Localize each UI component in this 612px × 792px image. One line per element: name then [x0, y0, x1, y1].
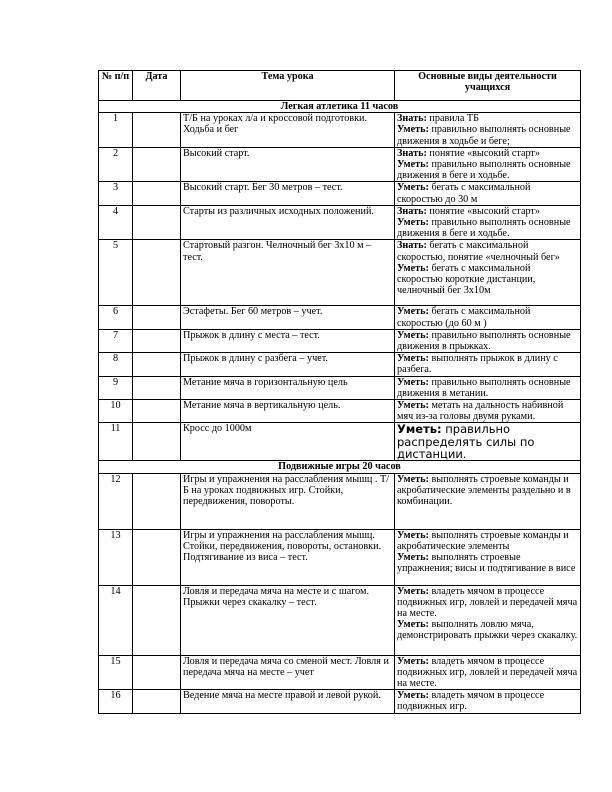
cell-topic: Ведение мяча на месте правой и левой рукой. — [181, 690, 395, 714]
cell-date — [133, 400, 181, 423]
cell-activity — [395, 376, 581, 399]
cell-activity — [395, 690, 581, 714]
table-row — [99, 376, 581, 399]
activity-label: Уметь: — [397, 182, 429, 194]
cell-date — [133, 376, 181, 399]
cell-topic: Прыжок в длину с места – тест. — [181, 329, 395, 352]
cell-activity — [395, 585, 581, 655]
cell-num: 11 — [99, 423, 133, 461]
activity-item — [397, 353, 558, 375]
cell-date — [133, 473, 181, 529]
cell-date — [133, 182, 181, 205]
cell-num: 4 — [99, 205, 133, 240]
activity-item — [397, 656, 577, 689]
cell-date — [133, 306, 181, 329]
cell-num: 14 — [99, 585, 133, 655]
cell-topic: Метание мяча в вертикальную цель. — [181, 400, 395, 423]
activity-item — [397, 690, 544, 712]
activity-text: бегать с максимальной скоростью, понятие «челночный бег» — [397, 240, 560, 263]
section-title: Подвижные игры 20 часов — [99, 461, 581, 473]
cell-num: 10 — [99, 400, 133, 423]
activity-text: правильно выполнять основные движения в ходьбе и беге; — [397, 124, 571, 147]
table-row — [99, 240, 581, 306]
activity-label: Уметь: — [397, 551, 429, 563]
activity-item — [397, 377, 571, 399]
cell-date — [133, 353, 181, 376]
activity-item — [397, 400, 563, 422]
activity-item — [397, 217, 571, 239]
activity-item — [397, 306, 530, 328]
activity-item — [397, 330, 571, 352]
activity-label: Знать: — [397, 240, 427, 252]
activity-text: правильно выполнять основные движения в метании. — [397, 376, 571, 399]
activity-text: выполнять прыжок в длину с разбега. — [397, 353, 558, 376]
cell-date — [133, 329, 181, 352]
activity-text: выполнять строевые команды и акробатические элементы — [397, 529, 569, 552]
activity-text: правила ТБ — [426, 113, 479, 125]
cell-activity — [395, 205, 581, 240]
activity-label: Уметь: — [397, 690, 429, 702]
table-row — [99, 182, 581, 205]
cell-activity — [395, 306, 581, 329]
cell-num: 6 — [99, 306, 133, 329]
table-row — [99, 329, 581, 352]
cell-topic: Прыжок в длину с разбега – учет. — [181, 353, 395, 376]
table-row — [99, 205, 581, 240]
cell-activity — [395, 400, 581, 423]
activity-item — [397, 530, 569, 552]
cell-activity — [395, 240, 581, 306]
table-row — [99, 423, 581, 461]
cell-topic: Высокий старт. — [181, 147, 395, 182]
table-header — [99, 71, 581, 101]
cell-num: 1 — [99, 113, 133, 148]
table-row — [99, 113, 581, 148]
section-row — [99, 461, 581, 473]
activity-label: Уметь: — [397, 473, 429, 485]
activity-label: Уметь: — [397, 529, 429, 541]
activity-label: Уметь: — [397, 159, 429, 171]
activity-text: владеть мячом в процессе подвижных игр, ловлей и передачей мяча на месте. — [397, 655, 578, 689]
cell-topic: Игры и упражнения на расслабления мышц . Т/Б на уроках подвижных игр. Стойки, передвижения, повороты. — [181, 473, 395, 529]
section-row — [99, 101, 581, 113]
cell-num: 8 — [99, 353, 133, 376]
activity-item — [397, 159, 571, 181]
cell-topic: Игры и упражнения на расслабления мышц. Стойки, передвижения, повороты, остановки. Подтягивание из виса – тест. — [181, 529, 395, 585]
activity-text: правильно выполнять основные движения в прыжках. — [397, 329, 571, 353]
table-body — [99, 101, 581, 714]
header-date: Дата — [133, 71, 181, 101]
activity-item — [397, 586, 577, 619]
cell-activity — [395, 423, 581, 461]
activity-label: Уметь: — [397, 655, 429, 667]
activity-label: Уметь: — [397, 329, 429, 341]
activity-item — [397, 240, 560, 262]
activity-label: Уметь: — [397, 400, 429, 412]
activity-text: бегать с максимальной скоростью (до 60 м ) — [397, 306, 531, 329]
activity-text: выполнять строевые упражнения; висы и подтягивание в висе — [397, 551, 576, 575]
cell-topic: Эстафеты. Бег 60 метров – учет. — [181, 306, 395, 329]
table-row — [99, 529, 581, 585]
cell-date — [133, 240, 181, 306]
cell-date — [133, 147, 181, 182]
cell-num: 13 — [99, 529, 133, 585]
cell-date — [133, 585, 181, 655]
table-row — [99, 353, 581, 376]
activity-label: Уметь: — [397, 306, 429, 318]
activity-item — [397, 474, 571, 507]
activity-text: бегать с максимальной скоростью до 30 м — [397, 182, 531, 205]
activity-text: владеть мячом в процессе подвижных игр. — [397, 690, 545, 713]
activity-item — [397, 113, 479, 124]
cell-date — [133, 423, 181, 461]
activity-item — [397, 552, 575, 574]
activity-text: владеть мячом в процессе подвижных игр, ловлей и передачей мяча на месте. — [397, 585, 578, 619]
activity-label: Уметь: — [397, 217, 429, 229]
cell-activity — [395, 353, 581, 376]
activity-label: Знать: — [397, 205, 427, 217]
header-activity: Основные виды деятельности учащихся — [395, 71, 581, 101]
cell-date — [133, 529, 181, 585]
cell-num: 7 — [99, 329, 133, 352]
activity-text: выполнять ловлю мяча, демонстрировать прыжки через скакалку. — [397, 619, 578, 642]
cell-date — [133, 655, 181, 690]
activity-label: Уметь: — [397, 619, 429, 631]
activity-label: Уметь: — [397, 585, 429, 597]
table-row — [99, 690, 581, 714]
cell-topic: Ловля и передача мяча со сменой мест. Ловля и передача мяча на месте – учет — [181, 655, 395, 690]
table-row — [99, 306, 581, 329]
activity-label: Уметь: — [397, 376, 429, 388]
cell-num: 12 — [99, 473, 133, 529]
cell-num: 5 — [99, 240, 133, 306]
activity-text: правильно выполнять основные движения в беге и ходьбе. — [397, 217, 571, 240]
table-row — [99, 655, 581, 690]
activity-item — [397, 182, 530, 204]
activity-label: Знать: — [397, 147, 427, 159]
cell-activity — [395, 182, 581, 205]
activity-text: правильно распределять силы по дистанции. — [397, 422, 535, 462]
activity-text: выполнять строевые команды и акробатические элементы раздельно и в комбинации. — [397, 473, 571, 507]
activity-label: Знать: — [397, 113, 427, 125]
cell-activity — [395, 329, 581, 352]
activity-label: Уметь: — [397, 124, 429, 136]
cell-activity — [395, 655, 581, 690]
cell-topic: Т/Б на уроках л/а и кроссовой подготовки. Ходьба и бег — [181, 113, 395, 148]
cell-topic: Старты из различных исходных положений. — [181, 205, 395, 240]
table-row — [99, 473, 581, 529]
activity-label: Уметь: — [397, 422, 442, 437]
cell-date — [133, 113, 181, 148]
activity-label: Уметь: — [397, 353, 429, 365]
cell-topic: Ловля и передача мяча на месте и с шагом. Прыжки через скакалку – тест. — [181, 585, 395, 655]
lesson-plan-table — [98, 70, 581, 714]
activity-item — [397, 619, 577, 641]
cell-num: 3 — [99, 182, 133, 205]
activity-text: понятие «высокий старт» — [426, 147, 540, 159]
cell-num: 9 — [99, 376, 133, 399]
cell-activity — [395, 529, 581, 585]
cell-date — [133, 690, 181, 714]
activity-item — [397, 124, 571, 146]
activity-item — [397, 148, 540, 159]
table-row — [99, 585, 581, 655]
cell-date — [133, 205, 181, 240]
header-num: № п/п — [99, 71, 133, 101]
table-row — [99, 147, 581, 182]
cell-num: 16 — [99, 690, 133, 714]
cell-topic: Стартовый разгон. Челночный бег 3х10 м – тест. — [181, 240, 395, 306]
table-row — [99, 400, 581, 423]
cell-topic: Высокий старт. Бег 30 метров – тест. — [181, 182, 395, 205]
cell-topic: Кросс до 1000м — [181, 423, 395, 461]
cell-topic: Метание мяча в горизонтальную цель — [181, 376, 395, 399]
activity-text: правильно выполнять основные движения в беге и ходьбе. — [397, 159, 571, 182]
activity-item — [397, 263, 535, 296]
cell-activity — [395, 147, 581, 182]
activity-label: Уметь: — [397, 262, 429, 274]
activity-text: понятие «высокий старт» — [426, 205, 540, 217]
activity-text: метать на дальность набивной мяч из-за головы двумя руками. — [397, 400, 564, 423]
cell-num: 2 — [99, 147, 133, 182]
cell-activity — [395, 473, 581, 529]
cell-num: 15 — [99, 655, 133, 690]
activity-item — [397, 422, 534, 461]
header-topic: Тема урока — [181, 71, 395, 101]
activity-text: бегать с максимальной скоростью короткие дистанции, челночный бег 3х10м — [397, 262, 536, 297]
activity-item — [397, 206, 540, 217]
cell-activity — [395, 113, 581, 148]
section-title: Легкая атлетика 11 часов — [99, 101, 581, 113]
